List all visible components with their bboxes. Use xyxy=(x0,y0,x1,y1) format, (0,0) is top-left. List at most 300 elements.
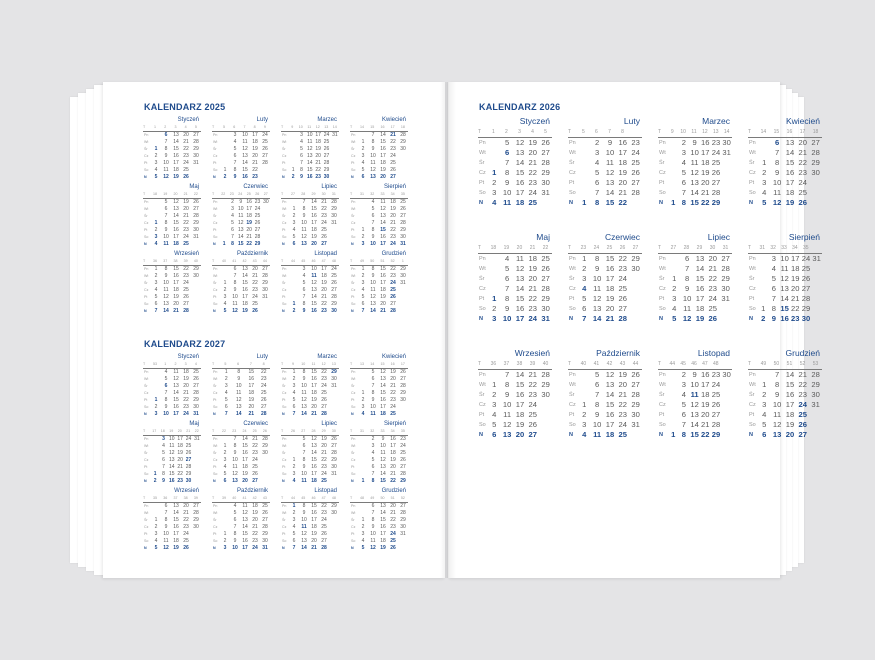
day-label: Cz xyxy=(749,286,756,292)
day-cell: 18 xyxy=(380,411,386,417)
day-cell: 26 xyxy=(260,397,267,403)
day-row xyxy=(212,167,270,174)
day-cell: 22 xyxy=(260,369,267,375)
day-cell: 6 xyxy=(302,287,306,293)
day-cell: 26 xyxy=(631,370,640,379)
week-number: 18 xyxy=(812,129,819,135)
day-cell: 6 xyxy=(762,430,767,439)
day-cell: 15 xyxy=(242,167,248,173)
week-number: 19 xyxy=(163,192,168,196)
day-cell: 20 xyxy=(183,503,189,509)
day-label: Pn xyxy=(659,372,666,378)
day-cell xyxy=(220,132,230,139)
day-label: N xyxy=(144,242,147,246)
day-label: Cz xyxy=(749,402,756,408)
month-marzec xyxy=(281,116,339,181)
day-cell: 23 xyxy=(183,227,189,233)
day-cell: 3 xyxy=(361,153,365,159)
year-title-2025: KALENDARZ 2025 xyxy=(144,102,226,112)
week-number: 44 xyxy=(669,361,676,367)
day-cell: 27 xyxy=(528,430,537,439)
day-cell: 31 xyxy=(331,220,337,226)
week-number: 6 xyxy=(233,125,236,129)
day-cell: 25 xyxy=(528,410,537,419)
day-row xyxy=(281,369,339,376)
day-row xyxy=(478,254,552,264)
day-label: N xyxy=(749,432,753,438)
day-label: Śr xyxy=(282,214,286,218)
day-cell: 15 xyxy=(307,167,313,173)
day-cell: 7 xyxy=(595,390,600,399)
day-cell: 31 xyxy=(193,234,199,240)
day-cell: 17 xyxy=(380,531,386,537)
day-row xyxy=(281,471,339,478)
day-cell: 13 xyxy=(235,404,242,410)
day-cell xyxy=(668,264,681,274)
day-cell: 3 xyxy=(292,220,296,226)
day-cell xyxy=(220,234,228,241)
month-name: Kwiecień xyxy=(785,116,820,126)
day-cell: 20 xyxy=(380,174,386,180)
day-row xyxy=(350,464,408,471)
day-cell: 5 xyxy=(505,264,510,273)
day-cell xyxy=(289,450,299,457)
day-row xyxy=(212,287,270,294)
day-cell: 2 xyxy=(154,227,158,233)
day-cell: 26 xyxy=(541,264,550,273)
day-row xyxy=(143,464,201,471)
day-cell: 30 xyxy=(722,138,731,147)
day-cell: 13 xyxy=(592,304,602,313)
day-cell: 8 xyxy=(164,266,168,272)
day-row xyxy=(143,397,201,404)
day-cell: 18 xyxy=(785,188,795,197)
day-cell: 21 xyxy=(177,464,183,470)
day-label: Śr xyxy=(282,147,286,151)
day-cell: 18 xyxy=(252,503,258,509)
day-cell: 13 xyxy=(380,376,386,382)
year-title-2027: KALENDARZ 2027 xyxy=(144,339,226,349)
day-cell: 13 xyxy=(163,301,169,307)
day-cell: 26 xyxy=(185,450,192,456)
day-label: So xyxy=(282,539,287,543)
day-cell: 24 xyxy=(183,234,189,240)
day-cell: 29 xyxy=(541,294,550,303)
day-cell: 6 xyxy=(371,376,375,382)
week-number: 8 xyxy=(262,362,265,366)
month-wrzesień xyxy=(478,347,552,440)
day-label: Cz xyxy=(144,391,149,395)
day-label: Pt xyxy=(351,398,355,402)
day-cell: 17 xyxy=(605,274,615,283)
week-number: 18 xyxy=(490,245,497,251)
day-row xyxy=(350,457,408,464)
week-number: 16 xyxy=(390,362,395,366)
day-cell: 17 xyxy=(242,457,248,463)
day-cell: 4 xyxy=(223,464,227,470)
day-row xyxy=(350,167,408,174)
day-cell: 9 xyxy=(164,524,168,530)
day-cell xyxy=(488,138,501,148)
day-cell xyxy=(668,420,679,430)
day-cell xyxy=(260,167,270,174)
day-cell: 19 xyxy=(173,174,179,180)
day-row xyxy=(350,273,408,280)
month-name: Czerwiec xyxy=(605,232,640,242)
day-cell xyxy=(398,308,408,315)
day-cell xyxy=(151,369,161,376)
week-number: 49 xyxy=(370,496,375,500)
day-label: N xyxy=(213,309,216,313)
day-cell: 14 xyxy=(173,510,179,516)
day-cell: 30 xyxy=(262,538,268,544)
day-cell: 23 xyxy=(252,450,258,456)
day-cell xyxy=(721,400,732,410)
day-cell: 9 xyxy=(239,199,243,205)
day-cell: 5 xyxy=(292,397,296,403)
day-cell: 23 xyxy=(252,174,258,180)
day-label: Pt xyxy=(659,412,665,418)
week-label: T xyxy=(350,192,353,196)
day-label: Pn xyxy=(144,133,149,137)
day-cell: 18 xyxy=(173,287,179,293)
day-label: Pn xyxy=(282,200,287,204)
day-cell: 22 xyxy=(618,400,627,409)
day-cell: 7 xyxy=(162,464,165,470)
day-row xyxy=(212,294,270,301)
day-row xyxy=(281,220,339,227)
day-cell: 15 xyxy=(311,206,317,212)
week-number-row xyxy=(748,243,822,254)
day-cell: 10 xyxy=(370,404,376,410)
day-row xyxy=(281,450,339,457)
day-label: Cz xyxy=(659,402,666,408)
day-row xyxy=(281,390,339,397)
day-label: N xyxy=(144,412,147,416)
week-label: T xyxy=(478,245,482,251)
day-cell: 10 xyxy=(502,314,512,323)
day-cell xyxy=(398,174,408,181)
day-cell xyxy=(191,531,201,538)
day-cell: 27 xyxy=(711,410,721,419)
day-label: So xyxy=(282,302,287,306)
day-cell: 18 xyxy=(380,287,386,293)
day-cell: 31 xyxy=(331,471,337,477)
day-row xyxy=(350,471,408,478)
day-label: N xyxy=(351,309,354,313)
day-cell xyxy=(220,146,230,153)
day-cell: 9 xyxy=(505,390,510,399)
day-cell: 4 xyxy=(371,199,375,205)
day-cell: 24 xyxy=(798,400,807,409)
day-cell: 23 xyxy=(321,464,327,470)
day-label: Pn xyxy=(282,504,287,508)
day-cell: 4 xyxy=(371,450,375,456)
day-cell: 16 xyxy=(605,410,615,419)
day-cell: 22 xyxy=(791,304,800,313)
day-cell: 19 xyxy=(311,234,317,240)
month-name: Wrzesień xyxy=(174,488,199,494)
day-label: Wt xyxy=(351,377,356,381)
day-row xyxy=(658,178,732,188)
day-cell: 18 xyxy=(315,139,321,145)
week-number: 45 xyxy=(301,496,306,500)
day-cell: 13 xyxy=(242,266,248,272)
day-cell: 18 xyxy=(311,524,317,530)
day-cell: 22 xyxy=(390,139,396,145)
week-number: 15 xyxy=(380,362,385,366)
day-label: Pt xyxy=(213,295,217,299)
day-cell: 27 xyxy=(811,138,820,147)
day-row xyxy=(748,400,822,410)
day-cell: 23 xyxy=(390,397,396,403)
week-number: 35 xyxy=(400,192,405,196)
week-number: 27 xyxy=(301,429,306,433)
day-row xyxy=(212,153,270,160)
week-number: 26 xyxy=(262,429,267,433)
day-cell: 13 xyxy=(515,148,525,157)
month-name: Marzec xyxy=(317,117,337,123)
day-cell: 23 xyxy=(791,314,800,323)
day-label: N xyxy=(659,432,663,438)
day-label: Śr xyxy=(144,451,148,455)
day-cell: 21 xyxy=(390,220,396,226)
week-number: 30 xyxy=(321,192,326,196)
day-cell: 18 xyxy=(515,198,525,207)
week-number xyxy=(811,243,822,253)
day-cell: 16 xyxy=(311,376,317,382)
week-number: 38 xyxy=(173,259,178,263)
day-cell: 2 xyxy=(154,404,158,410)
day-label: Pt xyxy=(213,228,217,232)
day-cell: 9 xyxy=(162,478,165,484)
month-name: Listopad xyxy=(314,251,337,257)
day-row xyxy=(350,280,408,287)
day-cell: 15 xyxy=(690,430,699,439)
day-row xyxy=(212,510,270,517)
day-cell: 13 xyxy=(301,538,307,544)
week-number: 4 xyxy=(184,125,187,129)
day-cell xyxy=(191,301,201,308)
day-cell: 20 xyxy=(311,538,317,544)
month-name: Październik xyxy=(236,251,268,257)
day-row xyxy=(748,294,822,304)
day-cell: 20 xyxy=(252,517,258,523)
day-cell: 9 xyxy=(164,227,168,233)
day-row xyxy=(478,274,552,284)
day-cell: 12 xyxy=(370,545,376,551)
day-cell: 30 xyxy=(541,178,550,187)
day-cell: 23 xyxy=(177,478,183,484)
day-row xyxy=(212,220,270,227)
day-cell: 15 xyxy=(173,266,179,272)
day-cell: 29 xyxy=(331,503,337,509)
day-cell: 5 xyxy=(154,545,158,551)
week-number: 22 xyxy=(193,192,198,196)
day-row xyxy=(350,478,408,485)
day-cell: 17 xyxy=(177,436,183,442)
day-row xyxy=(212,524,270,531)
week-number: 14 xyxy=(360,125,365,129)
week-number: 2 xyxy=(505,129,508,135)
day-cell: 15 xyxy=(605,254,615,263)
day-cell: 11 xyxy=(690,158,699,167)
day-cell: 19 xyxy=(321,436,327,442)
month-lipiec xyxy=(281,420,339,485)
day-label: Wt xyxy=(213,511,218,515)
day-cell: 13 xyxy=(605,380,615,389)
day-cell: 11 xyxy=(380,450,386,456)
day-cell xyxy=(578,380,591,390)
day-cell: 31 xyxy=(722,148,731,157)
day-cell xyxy=(329,531,339,538)
week-number: 40 xyxy=(542,361,549,367)
day-label: Cz xyxy=(282,458,287,462)
day-row xyxy=(350,146,408,153)
day-label: Śr xyxy=(213,147,217,151)
day-cell: 20 xyxy=(183,206,189,212)
week-number: 17 xyxy=(400,362,405,366)
day-row xyxy=(281,294,339,301)
day-cell xyxy=(358,503,368,510)
day-cell: 24 xyxy=(801,254,811,263)
day-cell: 17 xyxy=(315,132,321,138)
day-cell: 2 xyxy=(291,174,295,180)
day-row xyxy=(568,254,642,264)
day-row xyxy=(658,304,732,314)
day-cell: 13 xyxy=(232,478,238,484)
week-number: 8 xyxy=(621,129,624,135)
day-cell xyxy=(578,178,591,188)
day-row xyxy=(212,213,270,220)
day-cell: 31 xyxy=(721,294,730,303)
day-label: Śr xyxy=(351,384,355,388)
day-label: Pt xyxy=(479,180,485,186)
day-cell: 12 xyxy=(163,174,169,180)
day-cell: 28 xyxy=(400,510,406,516)
week-number-row xyxy=(281,361,339,369)
day-cell: 2 xyxy=(361,234,365,240)
month-czerwiec xyxy=(568,231,642,324)
day-cell xyxy=(811,304,822,314)
day-cell: 16 xyxy=(695,284,705,293)
day-cell: 27 xyxy=(631,380,640,389)
week-number: 27 xyxy=(632,245,639,251)
day-cell: 16 xyxy=(515,390,525,399)
day-cell: 15 xyxy=(515,168,525,177)
day-cell: 22 xyxy=(183,266,189,272)
week-number: 34 xyxy=(390,429,395,433)
week-number: 29 xyxy=(696,245,703,251)
day-cell: 25 xyxy=(400,450,406,456)
day-label: So xyxy=(213,405,218,409)
day-cell: 3 xyxy=(762,400,767,409)
week-label: T xyxy=(143,125,146,129)
week-number-row xyxy=(478,243,552,254)
day-cell: 10 xyxy=(370,280,376,286)
day-cell: 16 xyxy=(173,273,179,279)
day-row xyxy=(281,464,339,471)
week-number: 43 xyxy=(262,496,267,500)
day-label: N xyxy=(749,316,753,322)
day-cell: 4 xyxy=(223,301,227,307)
day-cell: 13 xyxy=(690,410,699,419)
day-cell: 11 xyxy=(169,443,175,449)
day-cell: 5 xyxy=(292,234,296,240)
day-cell: 13 xyxy=(515,274,525,283)
day-cell xyxy=(488,254,501,264)
day-cell: 24 xyxy=(252,545,258,551)
day-row xyxy=(281,517,339,524)
day-row xyxy=(568,158,642,168)
day-cell: 17 xyxy=(515,188,525,197)
week-label: T xyxy=(212,125,215,129)
day-cell: 26 xyxy=(262,510,268,516)
week-number: 44 xyxy=(291,259,296,263)
day-label: N xyxy=(213,242,216,246)
day-cell: 24 xyxy=(331,266,337,272)
day-cell: 7 xyxy=(361,308,365,314)
month-marzec xyxy=(658,115,732,208)
day-cell: 5 xyxy=(595,168,600,177)
day-cell: 29 xyxy=(193,220,199,226)
day-cell: 2 xyxy=(154,273,158,279)
day-label: So xyxy=(479,190,486,196)
day-cell: 23 xyxy=(390,273,396,279)
week-number: 25 xyxy=(606,245,613,251)
day-cell: 14 xyxy=(690,188,699,197)
day-cell: 20 xyxy=(528,148,537,157)
day-cell xyxy=(398,301,408,308)
day-cell: 17 xyxy=(173,160,179,166)
week-label: T xyxy=(350,125,353,129)
day-label: Śr xyxy=(144,281,148,285)
day-cell: 30 xyxy=(631,264,640,273)
day-cell: 30 xyxy=(400,146,406,152)
day-cell xyxy=(260,471,270,478)
day-cell: 12 xyxy=(370,294,376,300)
day-cell: 17 xyxy=(515,314,525,323)
day-cell: 20 xyxy=(708,254,717,263)
day-row xyxy=(281,397,339,404)
day-row xyxy=(350,436,408,443)
day-cell: 16 xyxy=(242,174,248,180)
day-cell: 25 xyxy=(323,139,330,145)
day-cell: 2 xyxy=(223,450,227,456)
day-label: Śr xyxy=(213,451,217,455)
day-cell: 16 xyxy=(390,436,396,442)
day-cell: 16 xyxy=(242,450,248,456)
day-label: Pt xyxy=(479,296,485,302)
day-cell: 22 xyxy=(701,430,710,439)
week-number: 50 xyxy=(380,496,385,500)
month-październik xyxy=(212,250,270,315)
day-cell: 8 xyxy=(233,280,237,286)
day-cell: 19 xyxy=(515,420,525,429)
day-cell: 19 xyxy=(380,167,386,173)
day-cell: 14 xyxy=(785,370,795,379)
week-number: 31 xyxy=(331,192,336,196)
day-cell: 22 xyxy=(252,443,258,449)
day-row xyxy=(212,174,270,181)
day-cell: 18 xyxy=(618,158,627,167)
day-cell: 22 xyxy=(183,220,189,226)
day-cell: 26 xyxy=(618,294,627,303)
day-row xyxy=(350,199,408,206)
week-number: 47 xyxy=(321,496,326,500)
day-cell: 25 xyxy=(390,538,396,544)
day-cell: 8 xyxy=(302,206,306,212)
